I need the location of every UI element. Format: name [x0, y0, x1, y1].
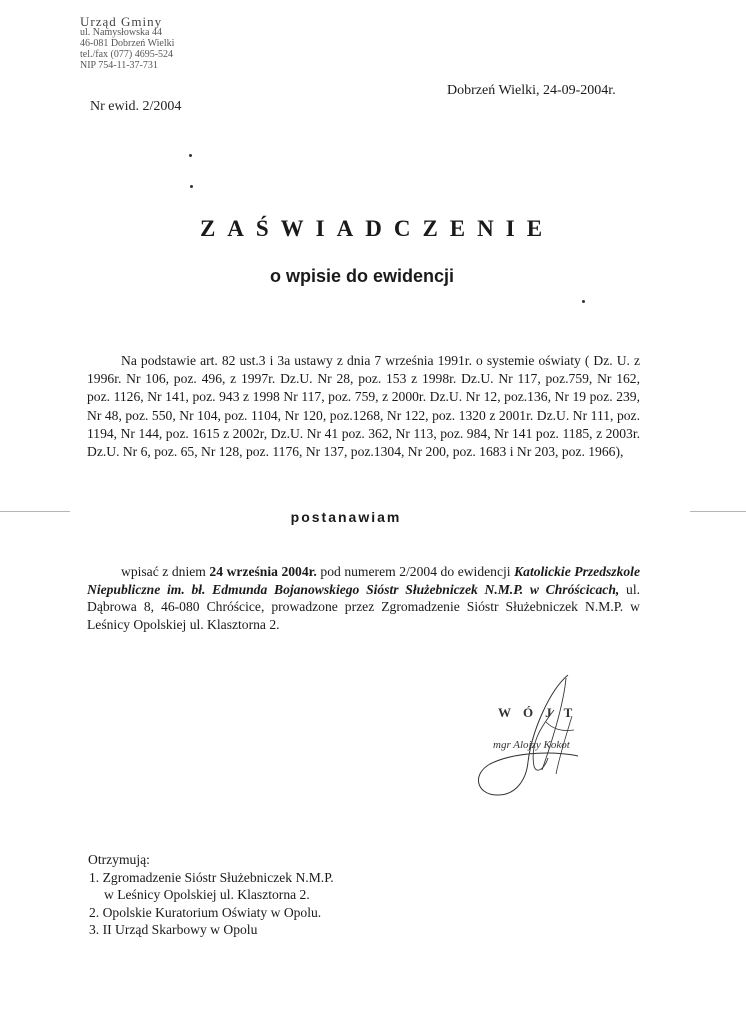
entry-text-1: wpisać z dniem	[121, 564, 210, 579]
stamp-line-office: Urząd Gminy	[80, 14, 163, 29]
scan-speck	[190, 185, 193, 188]
document-title: ZAŚWIADCZENIE	[199, 216, 555, 241]
signatory-title: WÓJT	[498, 705, 585, 720]
stamp-line-nip: NIP 754-11-37-731	[80, 60, 158, 71]
fold-line-right	[690, 511, 746, 512]
recipient-item: 3. II Urząd Skarbowy w Opolu	[89, 922, 258, 937]
place-and-date: Dobrzeń Wielki, 24-09-2004r.	[447, 83, 616, 98]
decree-word: postanawiam	[290, 509, 402, 525]
scan-speck	[582, 300, 585, 303]
handwritten-signature	[470, 670, 610, 800]
entry-text-2: pod numerem 2/2004 do ewidencji	[316, 564, 515, 579]
office-stamp	[80, 16, 174, 71]
stamp-line-street: ul. Namysłowska 44	[80, 27, 162, 38]
scan-speck	[189, 154, 192, 157]
document-subtitle: o wpisie do ewidencji	[269, 266, 455, 286]
school-name: Katolickie Przedszkole Niepubliczne im. bł. Edmunda Bojanowskiego Sióstr Służebniczek N.M.P. w Chróścicach,	[87, 564, 640, 597]
entry-date: 24 września 2004r.	[209, 564, 317, 579]
stamp-line-city: 46-081 Dobrzeń Wielki	[80, 38, 175, 49]
entry-text-3: ul. Dąbrowa 8, 46-080 Chróścice, prowadzone przez Zgromadzenie Sióstr Służebniczek N.M.P. w Leśnicy Opolskiej ul. Klasztorna 2.	[87, 581, 641, 632]
recipient-item: 1. Zgromadzenie Sióstr Służebniczek N.M.P.	[89, 869, 334, 885]
registry-number: Nr ewid. 2/2004	[90, 99, 182, 114]
recipients-heading: Otrzymują:	[88, 852, 150, 867]
signatory-name: mgr Alojzy Kokot	[493, 739, 570, 751]
recipient-item: 2. Opolskie Kuratorium Oświaty w Opolu.	[89, 904, 322, 920]
legal-basis-paragraph	[87, 352, 640, 461]
legal-basis-text: Na podstawie art. 82 ust.3 i 3a ustawy z dnia 7 września 1991r. o systemie oświaty ( Dz. U. z 1996r. Nr 106, poz. 496, z 1997r. Dz.U. Nr 28, poz. 153 z 1998r. Dz.U. Nr 117, poz.759, Nr 162, poz. 1126, Nr 141, poz. 943 z 1998 Nr 117, poz. 759, z 2000r. Dz.U. Nr 12, poz.136, Nr 19 poz. 239, Nr 48, poz. 550, Nr 104, poz. 1104, Nr 120, poz.1268, Nr 122, poz. 1320 z 2001r. Dz.U. Nr 111, poz. 1194, Nr 144, poz. 1615 z 2002r, Dz.U. Nr 41 poz. 362, Nr 113, poz. 984, Nr 141 poz. 1185, z 2003r. Dz.U. Nr 6, poz. 65, Nr 128, poz. 1176, Nr 137, poz.1304, Nr 200, poz. 1683 i Nr 203, poz. 1966),	[87, 353, 640, 460]
recipient-item: w Leśnicy Opolskiej ul. Klasztorna 2.	[104, 887, 310, 902]
entry-paragraph	[87, 563, 640, 633]
recipients-list	[88, 851, 334, 939]
stamp-line-phone: tel./fax (077) 4695-524	[80, 49, 174, 60]
